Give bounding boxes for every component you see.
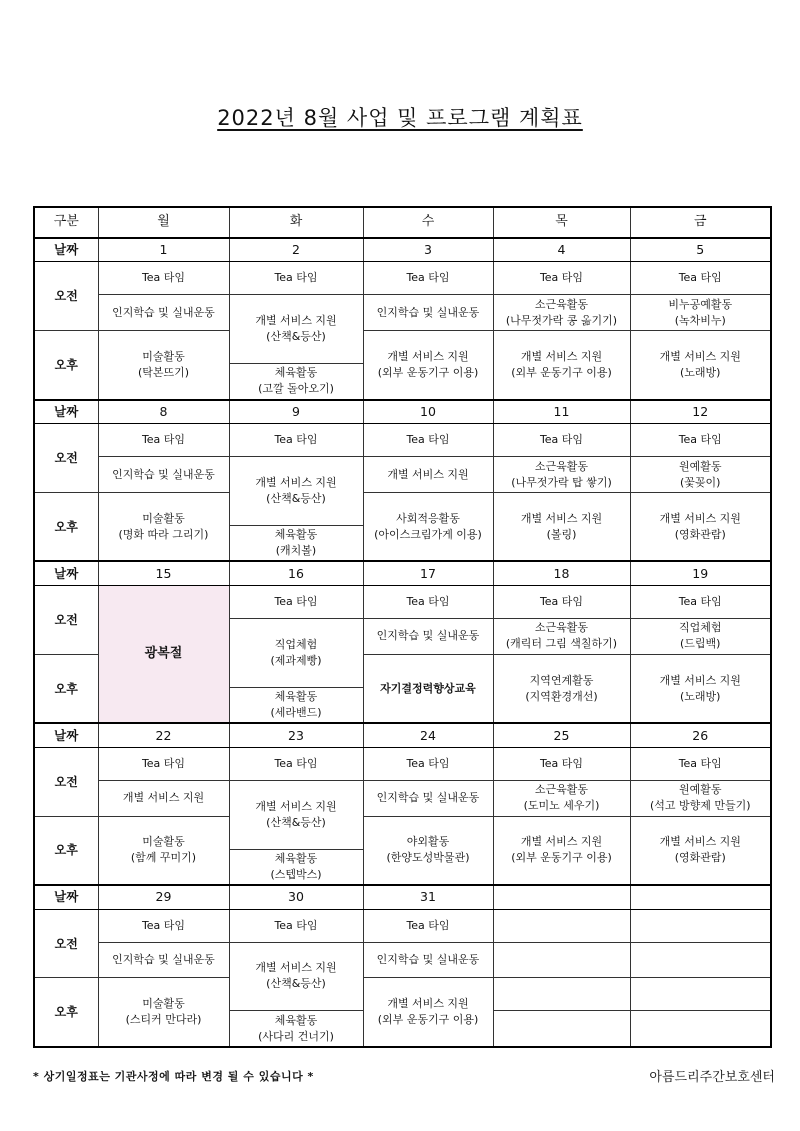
cell-text: (산책&등산) bbox=[266, 330, 326, 344]
date-cell bbox=[363, 885, 493, 909]
date-label bbox=[34, 238, 98, 262]
cell-text: (스티커 만다라) bbox=[125, 1013, 202, 1027]
activity-cell bbox=[229, 424, 363, 457]
date-cell bbox=[229, 885, 363, 909]
cell-text: Tea 타임 bbox=[406, 594, 450, 608]
cell-text: Tea 타임 bbox=[141, 918, 186, 932]
period-pm bbox=[34, 493, 98, 562]
cell-text: 15 bbox=[155, 565, 172, 581]
cell-text: (외부 운동기구 이용) bbox=[511, 851, 612, 865]
date-cell bbox=[363, 561, 493, 585]
cell-text: 개별 서비스 지원 bbox=[659, 673, 741, 687]
cell-text: 오후 bbox=[54, 843, 78, 858]
cell-text: Tea 타임 bbox=[274, 433, 318, 447]
cell-text: Tea 타임 bbox=[141, 756, 186, 770]
cell-text: Tea 타임 bbox=[274, 271, 318, 285]
date-cell bbox=[229, 723, 363, 747]
cell-text: (나무젓가락 탑 쌓기) bbox=[511, 475, 612, 489]
cell-text: 체육활동 bbox=[274, 689, 318, 703]
cell-text: Tea 타임 bbox=[539, 433, 584, 447]
activity-cell bbox=[229, 780, 363, 849]
cell-text: 인지학습 및 실내운동 bbox=[376, 791, 480, 805]
activity-cell bbox=[493, 493, 630, 562]
cell-text: Tea 타임 bbox=[678, 433, 722, 447]
cell-text: 금 bbox=[693, 214, 707, 230]
holiday-cell bbox=[98, 586, 229, 724]
activity-cell bbox=[493, 942, 630, 978]
cell-text: (사다리 건너기) bbox=[258, 1029, 334, 1043]
cell-text: (석고 방향제 만들기) bbox=[649, 799, 751, 813]
activity-cell bbox=[630, 262, 771, 295]
date-cell bbox=[493, 885, 630, 909]
period-pm bbox=[34, 978, 98, 1047]
cell-text: 개별 서비스 지원 bbox=[255, 476, 337, 490]
cell-text: 인지학습 및 실내운동 bbox=[376, 629, 480, 643]
cell-text: 화 bbox=[289, 214, 303, 230]
activity-cell bbox=[630, 816, 771, 885]
activity-cell bbox=[630, 618, 771, 654]
activity-cell bbox=[229, 457, 363, 526]
cell-text: 31 bbox=[420, 889, 436, 905]
period-pm bbox=[34, 816, 98, 885]
cell-text: (나무젓가락 콩 옮기기) bbox=[505, 313, 618, 327]
cell-text: Tea 타임 bbox=[141, 433, 186, 447]
activity-cell bbox=[98, 780, 229, 816]
cell-text: (스텝박스) bbox=[270, 867, 322, 881]
cell-text: 오후 bbox=[54, 357, 78, 372]
activity-cell bbox=[630, 747, 771, 780]
activity-cell bbox=[98, 457, 229, 493]
date-cell bbox=[630, 561, 771, 585]
activity-cell bbox=[98, 747, 229, 780]
cell-text: 오후 bbox=[54, 519, 78, 534]
activity-cell bbox=[630, 780, 771, 816]
cell-text: 수 bbox=[421, 214, 435, 230]
cell-text: 체육활동 bbox=[274, 1013, 318, 1027]
activity-cell bbox=[363, 780, 493, 816]
header-day bbox=[229, 207, 363, 238]
activity-cell bbox=[363, 942, 493, 978]
activity-cell bbox=[229, 942, 363, 1011]
cell-text: 1 bbox=[159, 242, 168, 258]
cell-text: 오전 bbox=[54, 451, 78, 466]
cell-text: Tea 타임 bbox=[274, 756, 318, 770]
cell-text: (탁본뜨기) bbox=[137, 365, 190, 379]
activity-cell bbox=[229, 525, 363, 561]
header-day bbox=[98, 207, 229, 238]
cell-text: Tea 타임 bbox=[274, 918, 318, 932]
cell-text: 인지학습 및 실내운동 bbox=[376, 952, 480, 966]
date-cell bbox=[363, 400, 493, 424]
cell-text: (명화 따라 그리기) bbox=[118, 527, 209, 541]
cell-text: 날짜 bbox=[54, 403, 79, 419]
activity-cell bbox=[363, 493, 493, 562]
page-title: 2022년 8월 사업 및 프로그램 계획표 bbox=[217, 106, 583, 130]
period-am bbox=[34, 909, 98, 978]
activity-cell bbox=[363, 424, 493, 457]
activity-cell bbox=[229, 687, 363, 723]
activity-cell bbox=[98, 262, 229, 295]
cell-text: 개별 서비스 지원 bbox=[659, 835, 741, 849]
cell-text: 미술활동 bbox=[142, 511, 185, 525]
cell-text: 29 bbox=[155, 889, 172, 905]
cell-text: (녹차비누) bbox=[674, 313, 726, 327]
date-cell bbox=[229, 400, 363, 424]
date-cell bbox=[98, 723, 229, 747]
cell-text: (외부 운동기구 이용) bbox=[511, 365, 612, 379]
date-label bbox=[34, 723, 98, 747]
empty-cell bbox=[630, 1011, 771, 1047]
cell-text: 개별 서비스 지원 bbox=[520, 511, 603, 525]
activity-cell bbox=[493, 816, 630, 885]
cell-text: (산책&등산) bbox=[266, 815, 326, 829]
cell-text: 개별 서비스 지원 bbox=[255, 314, 337, 328]
date-cell bbox=[98, 885, 229, 909]
cell-text: (외부 운동기구 이용) bbox=[377, 1013, 479, 1027]
cell-text: (외부 운동기구 이용) bbox=[377, 365, 479, 379]
date-cell bbox=[630, 723, 771, 747]
cell-text: 소근육활동 bbox=[534, 297, 589, 311]
activity-cell bbox=[229, 747, 363, 780]
cell-text: 광복절 bbox=[144, 646, 183, 662]
date-cell bbox=[493, 238, 630, 262]
activity-cell bbox=[493, 909, 630, 942]
activity-cell bbox=[493, 780, 630, 816]
empty-cell bbox=[630, 978, 771, 1011]
cell-text: (지역환경개선) bbox=[525, 689, 598, 703]
activity-cell bbox=[229, 618, 363, 687]
activity-cell bbox=[363, 816, 493, 885]
cell-text: 개별 서비스 지원 bbox=[387, 997, 469, 1011]
date-label bbox=[34, 400, 98, 424]
cell-text: Tea 타임 bbox=[678, 594, 722, 608]
activity-cell bbox=[363, 909, 493, 942]
activity-cell bbox=[493, 457, 630, 493]
activity-cell bbox=[493, 424, 630, 457]
activity-cell bbox=[363, 331, 493, 400]
cell-text: Tea 타임 bbox=[539, 756, 584, 770]
activity-cell bbox=[98, 295, 229, 331]
cell-text: 개별 서비스 지원 bbox=[659, 349, 741, 363]
cell-text: 개별 서비스 지원 bbox=[387, 467, 469, 481]
activity-cell bbox=[630, 909, 771, 942]
cell-text: Tea 타임 bbox=[539, 271, 584, 285]
activity-cell bbox=[229, 1011, 363, 1047]
cell-text: Tea 타임 bbox=[678, 756, 722, 770]
activity-cell bbox=[630, 295, 771, 331]
cell-text: Tea 타임 bbox=[406, 271, 450, 285]
cell-text: Tea 타임 bbox=[406, 918, 450, 932]
cell-text: (아이스크림가게 이용) bbox=[374, 527, 482, 541]
activity-cell bbox=[363, 618, 493, 654]
cell-text: Tea 타임 bbox=[274, 594, 318, 608]
cell-text: 9 bbox=[292, 403, 300, 419]
cell-text: 16 bbox=[288, 565, 304, 581]
cell-text: 19 bbox=[692, 565, 709, 581]
activity-cell bbox=[493, 331, 630, 400]
cell-text: 24 bbox=[420, 727, 436, 743]
cell-text: (노래방) bbox=[680, 365, 721, 379]
date-label bbox=[34, 561, 98, 585]
cell-text: 개별 서비스 지원 bbox=[255, 961, 337, 975]
cell-text: 8 bbox=[159, 403, 168, 419]
cell-text: 미술활동 bbox=[142, 349, 185, 363]
activity-cell bbox=[98, 978, 229, 1047]
cell-text: Tea 타임 bbox=[406, 756, 450, 770]
cell-text: 인지학습 및 실내운동 bbox=[112, 305, 215, 319]
cell-text: 5 bbox=[696, 242, 705, 258]
cell-text: 17 bbox=[420, 565, 436, 581]
activity-cell bbox=[630, 654, 771, 723]
cell-text: Tea 타임 bbox=[141, 271, 186, 285]
date-cell bbox=[630, 885, 771, 909]
cell-text: 인지학습 및 실내운동 bbox=[112, 952, 215, 966]
activity-cell bbox=[98, 816, 229, 885]
cell-text: (고깔 돌아오기) bbox=[258, 382, 334, 396]
cell-text: 지역연계활동 bbox=[529, 673, 594, 687]
date-label bbox=[34, 885, 98, 909]
cell-text: 직업체험 bbox=[678, 621, 722, 635]
activity-cell bbox=[98, 331, 229, 400]
date-cell bbox=[363, 238, 493, 262]
footnote: * 상기일정표는 기관사정에 따라 변경 될 수 있습니다 * bbox=[33, 1070, 314, 1083]
activity-cell bbox=[363, 654, 493, 723]
center-name: 아름드리주간보호센터 bbox=[649, 1070, 775, 1085]
header-label bbox=[34, 207, 98, 238]
cell-text: (한양도성박물관) bbox=[386, 851, 470, 865]
activity-cell bbox=[229, 262, 363, 295]
cell-text: 미술활동 bbox=[142, 835, 185, 849]
cell-text: 개별 서비스 지원 bbox=[255, 799, 337, 813]
cell-text: 26 bbox=[692, 727, 709, 743]
cell-text: 구분 bbox=[53, 214, 79, 230]
cell-text: 체육활동 bbox=[274, 366, 318, 380]
date-cell bbox=[493, 400, 630, 424]
activity-cell bbox=[493, 618, 630, 654]
activity-cell bbox=[363, 747, 493, 780]
cell-text: 오후 bbox=[54, 681, 78, 696]
cell-text: 자기결정력향상교육 bbox=[380, 681, 476, 695]
cell-text: 개별 서비스 지원 bbox=[520, 349, 603, 363]
activity-cell bbox=[630, 942, 771, 978]
activity-cell bbox=[363, 586, 493, 619]
activity-cell bbox=[98, 909, 229, 942]
cell-text: 18 bbox=[553, 565, 570, 581]
activity-cell bbox=[363, 262, 493, 295]
cell-text: 비누공예활동 bbox=[668, 297, 733, 311]
cell-text: (세라밴드) bbox=[270, 705, 322, 719]
cell-text: (볼링) bbox=[546, 527, 577, 541]
header-day bbox=[363, 207, 493, 238]
cell-text: Tea 타임 bbox=[406, 433, 450, 447]
schedule-table bbox=[33, 206, 772, 1048]
cell-text: 개별 서비스 지원 bbox=[122, 791, 205, 805]
activity-cell bbox=[98, 493, 229, 562]
cell-text: 2 bbox=[292, 242, 300, 258]
cell-text: 오전 bbox=[54, 936, 78, 951]
period-am bbox=[34, 262, 98, 331]
cell-text: 23 bbox=[288, 727, 304, 743]
cell-text: (캐치볼) bbox=[275, 544, 317, 558]
date-cell bbox=[493, 723, 630, 747]
cell-text: 25 bbox=[553, 727, 570, 743]
date-cell bbox=[363, 723, 493, 747]
cell-text: (노래방) bbox=[680, 689, 721, 703]
cell-text: 날짜 bbox=[54, 565, 79, 581]
activity-cell bbox=[229, 849, 363, 885]
cell-text: (도미노 세우기) bbox=[523, 799, 600, 813]
cell-text: 미술활동 bbox=[142, 997, 185, 1011]
cell-text: (꽃꽂이) bbox=[680, 475, 721, 489]
cell-text: Tea 타임 bbox=[539, 594, 584, 608]
cell-text: 직업체험 bbox=[274, 637, 318, 651]
empty-cell bbox=[493, 978, 630, 1011]
period-am bbox=[34, 747, 98, 816]
cell-text: (영화관람) bbox=[674, 851, 726, 865]
activity-cell bbox=[493, 295, 630, 331]
date-cell bbox=[630, 400, 771, 424]
cell-text: 소근육활동 bbox=[534, 459, 589, 473]
cell-text: 3 bbox=[424, 242, 432, 258]
cell-text: 오전 bbox=[54, 774, 78, 789]
cell-text: 소근육활동 bbox=[534, 621, 589, 635]
date-cell bbox=[493, 561, 630, 585]
cell-text: 사회적응활동 bbox=[396, 511, 460, 525]
header-day bbox=[493, 207, 630, 238]
cell-text: (영화관람) bbox=[674, 527, 726, 541]
cell-text: 야외활동 bbox=[406, 835, 450, 849]
period-pm bbox=[34, 331, 98, 400]
cell-text: (제과제빵) bbox=[270, 653, 322, 667]
activity-cell bbox=[229, 586, 363, 619]
cell-text: 원예활동 bbox=[678, 459, 722, 473]
cell-text: (함께 꾸미기) bbox=[130, 851, 197, 865]
activity-cell bbox=[229, 364, 363, 400]
cell-text: 개별 서비스 지원 bbox=[387, 349, 469, 363]
period-am bbox=[34, 424, 98, 493]
cell-text: 원예활동 bbox=[678, 783, 722, 797]
date-cell bbox=[229, 561, 363, 585]
activity-cell bbox=[229, 909, 363, 942]
cell-text: 인지학습 및 실내운동 bbox=[112, 467, 215, 481]
cell-text: 오전 bbox=[54, 612, 78, 627]
cell-text: 날짜 bbox=[54, 727, 79, 743]
activity-cell bbox=[630, 493, 771, 562]
cell-text: (산책&등산) bbox=[266, 977, 326, 991]
cell-text: 개별 서비스 지원 bbox=[520, 835, 603, 849]
date-cell bbox=[98, 561, 229, 585]
date-cell bbox=[98, 238, 229, 262]
cell-text: 체육활동 bbox=[274, 851, 318, 865]
activity-cell bbox=[493, 262, 630, 295]
cell-text: (캐릭터 그림 색칠하기) bbox=[505, 637, 618, 651]
cell-text: 11 bbox=[553, 403, 570, 419]
activity-cell bbox=[493, 654, 630, 723]
cell-text: 인지학습 및 실내운동 bbox=[376, 305, 480, 319]
activity-cell bbox=[98, 424, 229, 457]
empty-cell bbox=[493, 1011, 630, 1047]
cell-text: (산책&등산) bbox=[266, 492, 326, 506]
cell-text: 오후 bbox=[54, 1005, 78, 1020]
cell-text: 날짜 bbox=[54, 242, 79, 258]
activity-cell bbox=[363, 295, 493, 331]
date-cell bbox=[98, 400, 229, 424]
cell-text: 22 bbox=[155, 727, 172, 743]
header-day bbox=[630, 207, 771, 238]
cell-text: 체육활동 bbox=[274, 528, 318, 542]
cell-text: (드립백) bbox=[680, 637, 721, 651]
cell-text: 월 bbox=[157, 214, 170, 230]
activity-cell bbox=[630, 457, 771, 493]
activity-cell bbox=[493, 586, 630, 619]
cell-text: 10 bbox=[420, 403, 436, 419]
cell-text: Tea 타임 bbox=[678, 271, 722, 285]
cell-text: 날짜 bbox=[54, 889, 79, 905]
activity-cell bbox=[229, 295, 363, 364]
period-am bbox=[34, 586, 98, 655]
cell-text: 30 bbox=[288, 889, 304, 905]
activity-cell bbox=[363, 457, 493, 493]
cell-text: 4 bbox=[557, 242, 566, 258]
period-pm bbox=[34, 654, 98, 723]
date-cell bbox=[229, 238, 363, 262]
activity-cell bbox=[630, 331, 771, 400]
activity-cell bbox=[98, 942, 229, 978]
date-cell bbox=[630, 238, 771, 262]
cell-text: 목 bbox=[555, 214, 568, 230]
cell-text: 12 bbox=[692, 403, 709, 419]
activity-cell bbox=[630, 586, 771, 619]
cell-text: 개별 서비스 지원 bbox=[659, 511, 741, 525]
cell-text: 오전 bbox=[54, 289, 78, 304]
activity-cell bbox=[630, 424, 771, 457]
activity-cell bbox=[493, 747, 630, 780]
activity-cell bbox=[363, 978, 493, 1047]
cell-text: 소근육활동 bbox=[534, 783, 589, 797]
